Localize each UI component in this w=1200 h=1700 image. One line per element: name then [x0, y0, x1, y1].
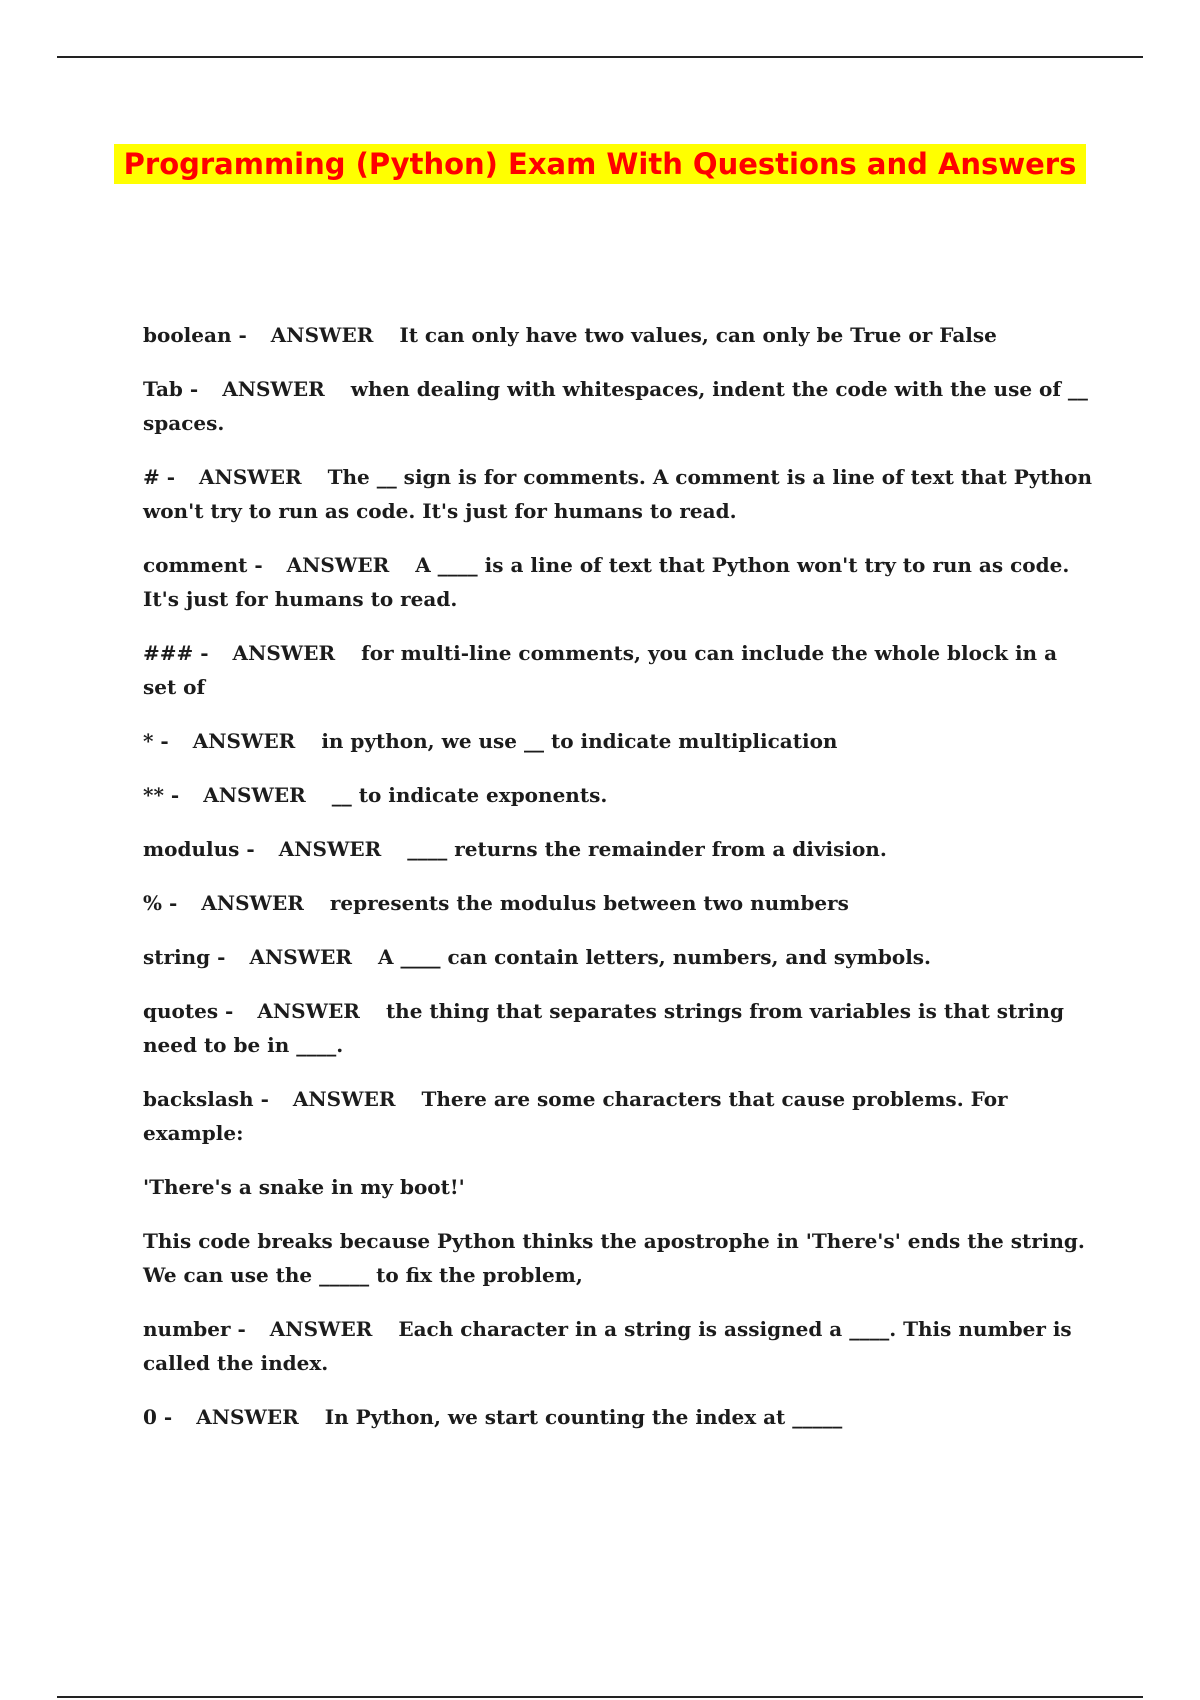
- qa-term: #: [143, 465, 160, 489]
- qa-answer: __ to indicate exponents.: [331, 783, 608, 807]
- answer-label: ANSWER: [270, 323, 374, 347]
- qa-item-string: string - ANSWER A ____ can contain letters, numbers, and symbols.: [143, 945, 932, 969]
- qa-item-boolean: boolean - ANSWER It can only have two values, can only be True or False: [143, 323, 997, 347]
- answer-label: ANSWER: [199, 465, 302, 489]
- answer-label: ANSWER: [257, 999, 360, 1023]
- qa-term: comment: [143, 553, 248, 577]
- answer-label: ANSWER: [203, 783, 306, 807]
- qa-answer: Each character in a string is assigned a ____. This number is called the index.: [143, 1317, 1072, 1375]
- answer-label: ANSWER: [278, 837, 382, 861]
- answer-label: ANSWER: [222, 377, 325, 401]
- qa-answer: in python, we use __ to indicate multiplication: [321, 729, 838, 753]
- answer-label: ANSWER: [232, 641, 336, 665]
- qa-answer: In Python, we start counting the index at _____: [324, 1405, 843, 1429]
- qa-answer: the thing that separates strings from variables is that string need to be in ____.: [143, 999, 1064, 1057]
- qa-term: number: [143, 1317, 231, 1341]
- qa-item-percent: % - ANSWER represents the modulus between two numbers: [143, 891, 849, 915]
- document-title: [0, 138, 1200, 190]
- bottom-rule: [57, 1696, 1143, 1698]
- qa-item-quotes: quotes - ANSWER the thing that separates strings from variables is that string need to be in ____.: [143, 999, 1064, 1057]
- example-string: 'There's a snake in my boot!': [143, 1175, 465, 1199]
- answer-label: ANSWER: [249, 945, 353, 969]
- title-highlight: Programming (Python) Exam With Questions and Answers: [114, 144, 1087, 184]
- answer-label: ANSWER: [201, 891, 304, 915]
- qa-term: ###: [143, 641, 194, 665]
- answer-label: ANSWER: [196, 1405, 299, 1429]
- qa-answer: when dealing with whitespaces, indent the code with the use of __ spaces.: [143, 377, 1088, 435]
- qa-term: quotes: [143, 999, 219, 1023]
- qa-answer: The __ sign is for comments. A comment is a line of text that Python won't try to run as code. It's just for humans to read.: [143, 465, 1093, 523]
- qa-item-asterisk: * - ANSWER in python, we use __ to indicate multiplication: [143, 729, 838, 753]
- top-rule: [57, 56, 1143, 58]
- qa-answer: ____ returns the remainder from a division.: [407, 837, 887, 861]
- qa-term: %: [143, 891, 163, 915]
- qa-answer: There are some characters that cause problems. For example:: [143, 1087, 1008, 1145]
- qa-answer: for multi-line comments, you can include the whole block in a set of: [143, 641, 1058, 699]
- qa-term: 0: [143, 1405, 157, 1429]
- qa-term: string: [143, 945, 211, 969]
- qa-item-comment: comment - ANSWER A ____ is a line of text that Python won't try to run as code. It's just for humans to read.: [143, 553, 1070, 611]
- qa-item-modulus: modulus - ANSWER ____ returns the remainder from a division.: [143, 837, 887, 861]
- qa-item-zero: 0 - ANSWER In Python, we start counting the index at _____: [143, 1405, 843, 1429]
- qa-answer: represents the modulus between two numbers: [329, 891, 849, 915]
- qa-answer: A ____ is a line of text that Python won't try to run as code. It's just for humans to read.: [143, 553, 1070, 611]
- qa-item-tab: Tab - ANSWER when dealing with whitespaces, indent the code with the use of __ spaces.: [143, 377, 1088, 435]
- answer-label: ANSWER: [286, 553, 390, 577]
- qa-item-triple-hash: ### - ANSWER for multi-line comments, you can include the whole block in a set of: [143, 641, 1058, 699]
- answer-label: ANSWER: [269, 1317, 373, 1341]
- qa-item-double-asterisk: ** - ANSWER __ to indicate exponents.: [143, 783, 608, 807]
- qa-answer: It can only have two values, can only be True or False: [399, 323, 997, 347]
- explanation-paragraph: This code breaks because Python thinks the apostrophe in 'There's' ends the string. We can use the _____ to fix the problem,: [143, 1229, 1085, 1287]
- qa-term: *: [143, 729, 154, 753]
- qa-item-backslash: backslash - ANSWER There are some characters that cause problems. For example:: [143, 1087, 1008, 1145]
- qa-term: Tab: [143, 377, 183, 401]
- answer-label: ANSWER: [192, 729, 296, 753]
- qa-term: modulus: [143, 837, 240, 861]
- qa-answer: A ____ can contain letters, numbers, and symbols.: [378, 945, 932, 969]
- qa-term: boolean: [143, 323, 232, 347]
- answer-label: ANSWER: [292, 1087, 396, 1111]
- qa-term: backslash: [143, 1087, 254, 1111]
- qa-term: **: [143, 783, 164, 807]
- qa-item-hash: # - ANSWER The __ sign is for comments. A comment is a line of text that Python won't try to run as code. It's just for humans to read.: [143, 465, 1093, 523]
- qa-list: [143, 318, 1093, 1454]
- qa-item-number: number - ANSWER Each character in a string is assigned a ____. This number is called the index.: [143, 1317, 1072, 1375]
